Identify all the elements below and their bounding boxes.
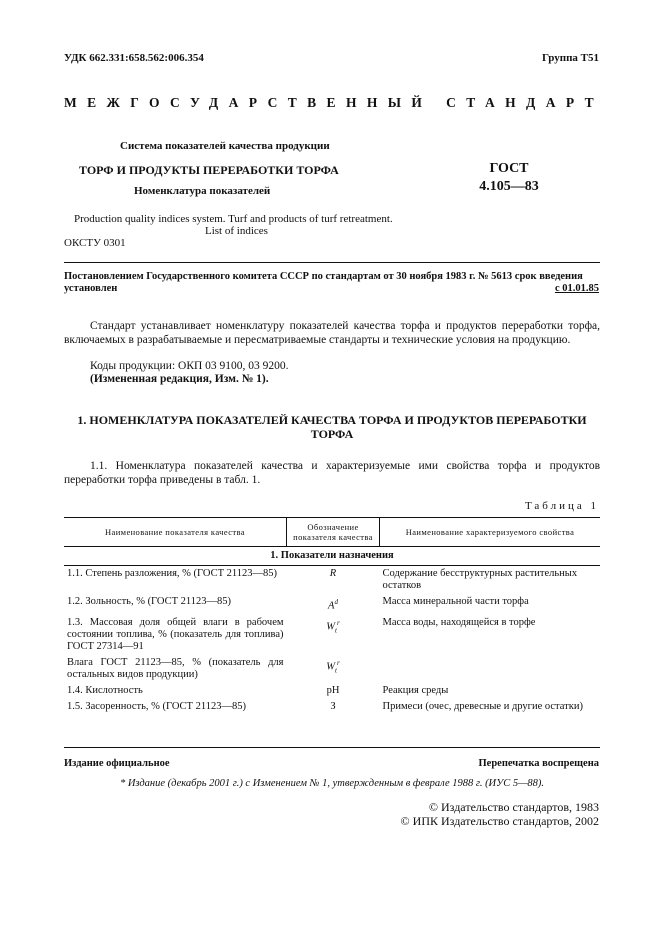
system-title: Система показателей качества продукции (120, 140, 330, 152)
amendment-note: (Измененная редакция, Изм. № 1). (90, 373, 269, 385)
copyright-1983: © Издательство стандартов, 1983 (428, 800, 599, 814)
section-title: 1. НОМЕНКЛАТУРА ПОКАЗАТЕЛЕЙ КАЧЕСТВА ТОРФА И ПРОДУКТОВ ПЕРЕРАБОТКИ ТОРФА (77, 413, 587, 441)
table-header-cell: Наименование характеризуемого свойства (380, 518, 601, 547)
copyright-2002: © ИПК Издательство стандартов, 2002 (400, 814, 599, 828)
indicator-property: Содержание бесструктурных растительных остатков (382, 568, 578, 591)
indicator-property (380, 655, 601, 683)
table-row (64, 566, 600, 595)
footer-divider (64, 747, 600, 748)
indicator-property: Примеси (очес, древесные и другие остатки) (382, 700, 583, 712)
oksty-code: ОКСТУ 0301 (64, 237, 126, 249)
indicator-name: 1.5. Засоренность, % (ГОСТ 21123—85) (67, 700, 246, 712)
edition-note: * Издание (декабрь 2001 г.) с Изменением № 1, утвержденным в феврале 1988 г. (ИУС 5—88). (119, 778, 545, 789)
official-edition: Издание официальное (64, 758, 170, 769)
table-header-cell: Обозначение показателя качества (287, 518, 380, 547)
indicator-property: Масса минеральной части торфа (382, 596, 529, 607)
indicator-property: Реакция среды (382, 684, 449, 696)
group-code: Группа Т51 (541, 52, 599, 64)
table-row (64, 594, 600, 615)
indicator-name: 1.3. Массовая доля общей влаги в рабочем состоянии топлива, % (показатель для топлива) ГОСТ 27314—91 (67, 616, 284, 652)
indicator-symbol: R (329, 568, 337, 579)
table-header-row (64, 518, 600, 547)
table-subhead: 1. Показатели назначения (64, 547, 600, 566)
decree-date: с 01.01.85 (554, 283, 599, 294)
table-caption: Таблица 1 (524, 500, 599, 512)
indicator-name: 1.2. Зольность, % (ГОСТ 21123—85) (67, 596, 231, 607)
indices-table (64, 517, 600, 715)
english-title-line1: Production quality indices system. Turf and products of turf retreatment. (74, 213, 393, 225)
indicator-name: 1.4. Кислотность (67, 684, 143, 696)
divider (64, 262, 600, 263)
gost-label: ГОСТ (489, 161, 529, 176)
intro-paragraph: Стандарт устанавливает номенклатуру показателей качества торфа и продуктов переработки торфа, включаемых в разрабатываемые и пересматриваемые стандарты и технические условия на продукцию. (64, 320, 600, 346)
udk-code: УДК 662.331:658.562:006.354 (64, 52, 204, 64)
standard-banner: МЕЖГОСУДАРСТВЕННЫЙ СТАНДАРТ (64, 95, 605, 110)
indicator-symbol: $W_t^r$ (326, 658, 340, 675)
indicator-symbol: $W_t^r$ (326, 618, 340, 635)
main-title: ТОРФ И ПРОДУКТЫ ПЕРЕРАБОТКИ ТОРФА (79, 163, 339, 177)
table-row (64, 683, 600, 699)
indicator-property: Масса воды, находящейся в торфе (382, 616, 536, 628)
gost-number (466, 160, 552, 196)
gost-code: 4.105—83 (479, 179, 539, 194)
section-paragraph: 1.1. Номенклатура показателей качества и характеризуемые ими свойства торфа и продуктов переработки торфа приведены в табл. 1. (64, 460, 600, 486)
table-row (64, 615, 600, 655)
sub-title: Номенклатура показателей (134, 185, 271, 197)
indicator-name: Влага ГОСТ 21123—85, % (показатель для остальных видов продукции) (67, 656, 284, 680)
indicator-name: 1.1. Степень разложения, % (ГОСТ 21123—85) (67, 568, 277, 579)
indicator-symbol: pH (326, 684, 340, 696)
table-subhead-row (64, 547, 600, 566)
table-row (64, 699, 600, 715)
table-header-cell: Наименование показателя качества (64, 518, 287, 547)
indicator-symbol: З (330, 700, 336, 712)
product-codes: Коды продукции: ОКП 03 9100, 03 9200. (90, 360, 289, 372)
indicator-symbol: $A^d$ (328, 598, 338, 612)
english-title-line2: List of indices (205, 225, 268, 237)
decree-text: Постановлением Государственного комитета СССР по стандартам от 30 ноября 1983 г. № 5613 срок введения установлен (64, 271, 583, 294)
reprint-notice: Перепечатка воспрещена (478, 758, 599, 769)
table-row (64, 655, 600, 683)
